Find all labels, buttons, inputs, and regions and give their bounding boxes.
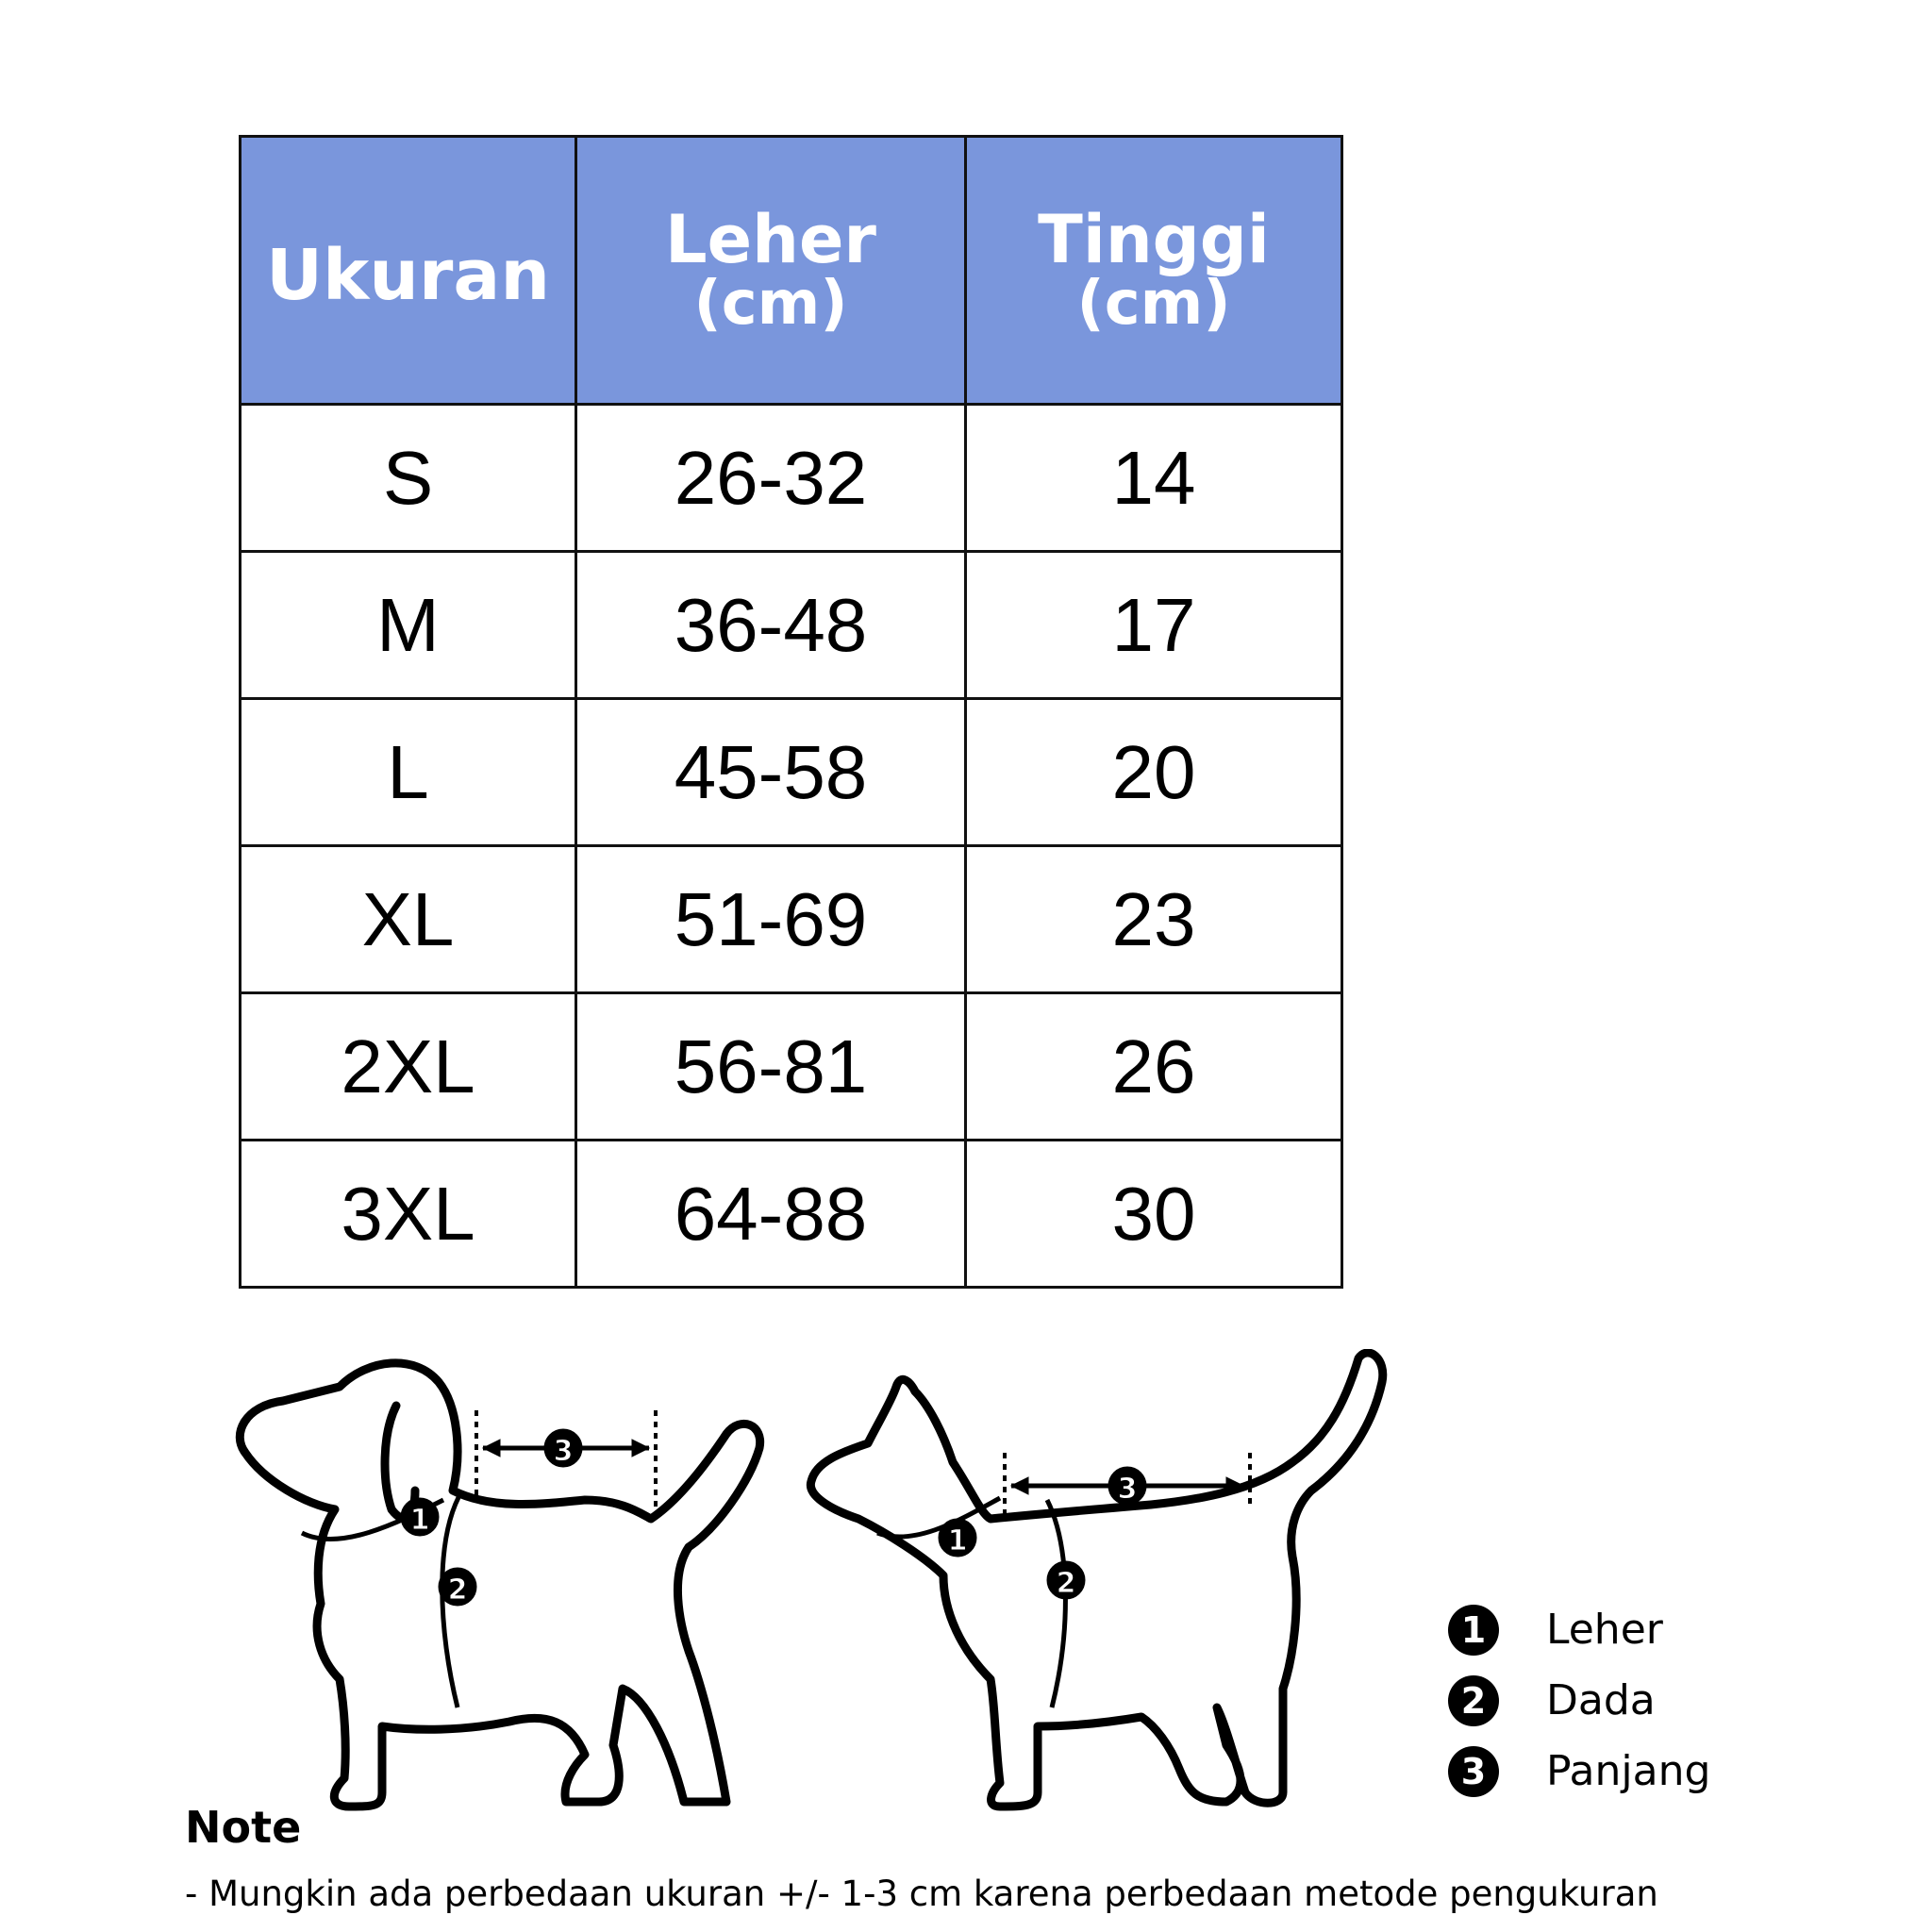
header-height [966,137,1342,405]
height-cell: 23 [966,846,1342,993]
header-neck-unit: (cm) [693,268,848,339]
marker-2-label: 2 [447,1574,468,1607]
number-2-icon: 2 [1448,1675,1499,1726]
size-cell: 2XL [241,993,576,1141]
note-text: - Mungkin ada perbedaan ukuran +/- 1-3 cm karena perbedaan metode pengukuran [185,1874,1658,1914]
marker-1-label: 1 [947,1524,968,1557]
dog-outline-icon [240,1363,759,1807]
marker-3-label: 3 [1117,1473,1138,1506]
size-cell: M [241,552,576,699]
legend-item-chest [1448,1665,1710,1736]
cat-outline-icon [810,1353,1382,1807]
height-cell: 14 [966,405,1342,552]
legend-label: Leher [1546,1606,1663,1654]
header-height-label: Tinggi [1038,200,1270,278]
neck-cell: 45-58 [576,699,966,846]
table-row [241,699,1342,846]
neck-cell: 51-69 [576,846,966,993]
table-row [241,993,1342,1141]
table-row [241,405,1342,552]
size-cell: XL [241,846,576,993]
height-cell: 17 [966,552,1342,699]
legend-item-neck [1448,1594,1710,1665]
measurement-legend [1448,1594,1710,1807]
table-row [241,846,1342,993]
size-cell: S [241,405,576,552]
size-cell: 3XL [241,1141,576,1288]
neck-cell: 26-32 [576,405,966,552]
table-row [241,1141,1342,1288]
height-cell: 30 [966,1141,1342,1288]
measurement-illustration [226,1349,1415,1840]
header-size: Ukuran [241,137,576,405]
header-neck-label: Leher [665,200,876,278]
height-cell: 20 [966,699,1342,846]
note-section [185,1802,1658,1914]
dog-measure-lines [302,1410,656,1707]
legend-label: Panjang [1546,1747,1711,1795]
number-3-icon: 3 [1448,1746,1499,1797]
marker-1-label: 1 [409,1504,430,1537]
size-chart-table [239,135,1343,1289]
size-cell: L [241,699,576,846]
marker-2-label: 2 [1056,1567,1076,1600]
number-1-icon: 1 [1448,1605,1499,1656]
cat-measure-lines [877,1453,1250,1707]
marker-3-label: 3 [553,1435,574,1468]
height-cell: 26 [966,993,1342,1141]
neck-cell: 36-48 [576,552,966,699]
neck-cell: 56-81 [576,993,966,1141]
header-height-unit: (cm) [1076,268,1231,339]
header-neck [576,137,966,405]
legend-item-length [1448,1736,1710,1807]
note-title: Note [185,1802,302,1853]
legend-label: Dada [1546,1676,1656,1724]
table-row [241,552,1342,699]
neck-cell: 64-88 [576,1141,966,1288]
table-header-row [241,137,1342,405]
